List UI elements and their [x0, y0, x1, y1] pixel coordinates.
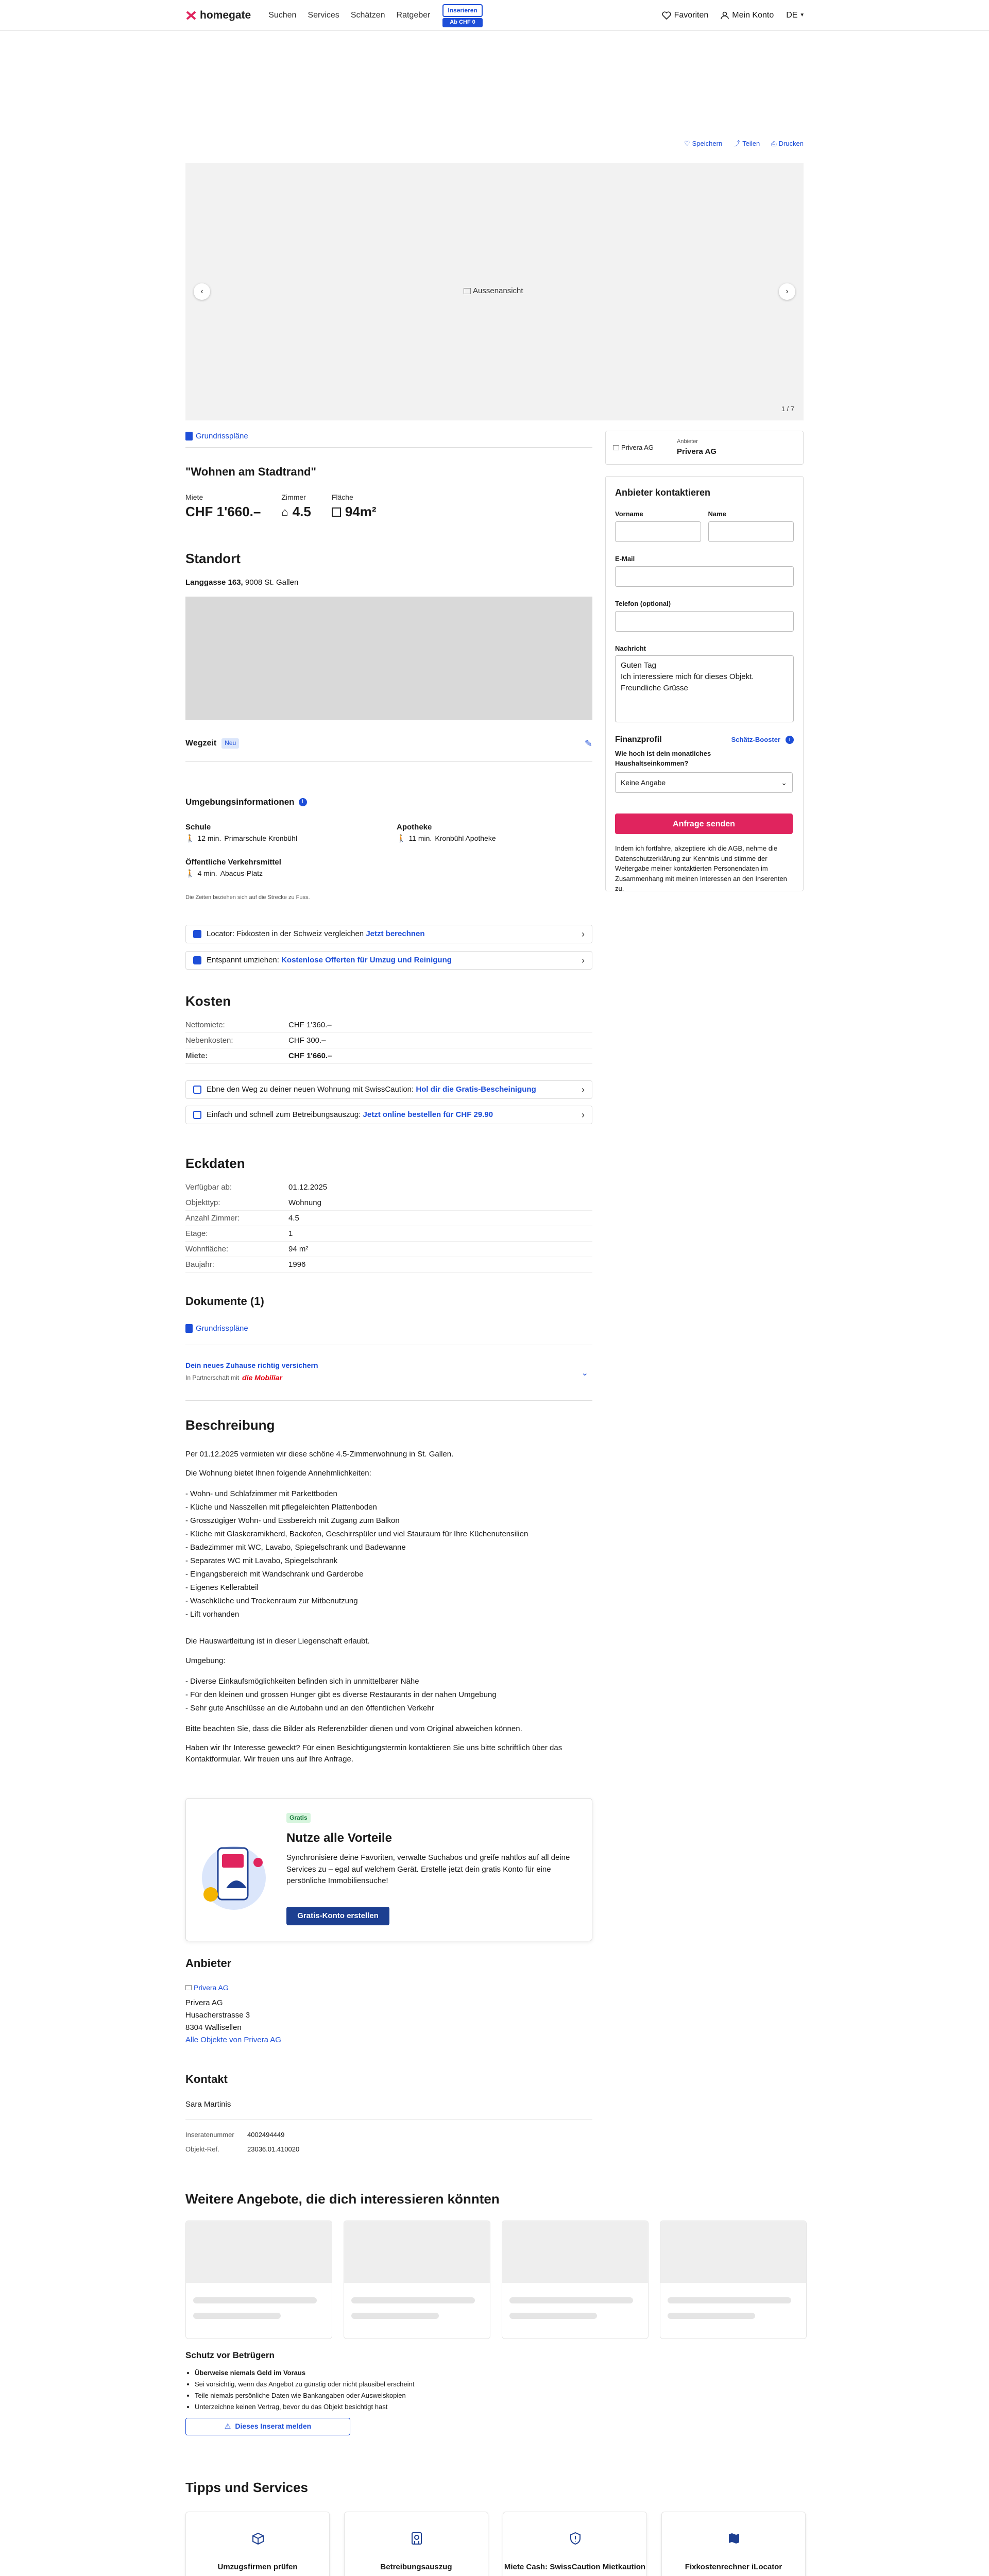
table-row — [185, 1018, 592, 1033]
chevron-left-icon: ‹ — [200, 287, 203, 296]
mobiliar-logo: die Mobiliar — [242, 1374, 282, 1382]
share-button[interactable] — [734, 139, 760, 149]
contact-person: Sara Martinis — [185, 2100, 231, 2109]
surroundings-list — [185, 1675, 592, 1715]
report-listing-button[interactable] — [185, 2418, 350, 2435]
promo-title: Nutze alle Vorteile — [286, 1831, 392, 1845]
divider — [185, 1400, 592, 1401]
tips-cards — [185, 2512, 806, 2576]
chevron-down-icon: ⌄ — [581, 1369, 588, 1378]
nav-schaetzen[interactable]: Schätzen — [350, 11, 385, 20]
all-objects-link[interactable]: Alle Objekte von Privera AG — [185, 2036, 281, 2044]
detail-value: 01.12.2025 — [288, 1182, 328, 1192]
warning-icon: ⚠ — [224, 2422, 231, 2431]
address — [185, 577, 298, 588]
tip-title: Miete Cash: SwissCaution Mietkaution — [504, 2563, 646, 2571]
table-row — [185, 1226, 592, 1242]
school-heading: Schule — [185, 823, 211, 832]
file-icon — [185, 1324, 193, 1333]
floorplan-label: Grundrisspläne — [196, 432, 248, 440]
fraud-section — [185, 2349, 494, 2435]
list-item: - Eingangsbereich mit Wandschrank und Garderobe — [185, 1570, 364, 1579]
area-icon — [332, 507, 341, 517]
tip-card-moving[interactable] — [185, 2512, 330, 2576]
pharmacy-name: Kronbühl Apotheke — [435, 834, 496, 842]
school-block — [185, 822, 381, 843]
skeleton-line — [509, 2313, 597, 2319]
tip-title: Fixkostenrechner iLocator — [685, 2563, 782, 2571]
tip-card-deposit[interactable] — [503, 2512, 647, 2576]
list-item: • Überweise niemals Geld im Voraus — [195, 2367, 494, 2379]
offer-card-placeholder[interactable] — [344, 2221, 490, 2339]
agent-logo — [613, 443, 670, 453]
location-map[interactable] — [185, 597, 592, 720]
pharmacy-heading: Apotheke — [397, 823, 432, 832]
box-icon — [250, 2531, 266, 2546]
broken-image-icon — [185, 1985, 192, 1990]
save-label: Speichern — [692, 140, 723, 147]
tips-heading: Tipps und Services — [185, 2480, 308, 2495]
user-icon — [721, 11, 729, 20]
detail-key: Verfügbar ab: — [185, 1182, 232, 1192]
document-label: Grundrisspläne — [196, 1324, 248, 1333]
fraud-heading: Schutz vor Betrügern — [185, 2350, 275, 2360]
surroundings-heading: Umgebungsinformationen — [185, 797, 295, 807]
description-paragraph: Die Hauswartleitung ist in dieser Liegenschaft erlaubt. — [185, 1637, 370, 1646]
offers-carousel — [185, 2221, 807, 2339]
commute-label: Wegzeit — [185, 739, 217, 748]
estimate-booster-link[interactable]: Schätz-Booster — [731, 735, 780, 743]
rent-fact — [185, 492, 261, 522]
more-offers-heading: Weitere Angebote, die dich interessieren könnten — [185, 2191, 500, 2207]
rooms-label: Zimmer — [281, 493, 306, 501]
share-label: Teilen — [742, 140, 760, 147]
documents-heading: Dokumente (1) — [185, 1295, 264, 1308]
skeleton-line — [509, 2297, 633, 2303]
ref-value: 23036.01.410020 — [247, 2145, 300, 2153]
promo-illustration — [195, 1837, 272, 1914]
email-input[interactable] — [615, 566, 794, 587]
provider-street: Husacherstrasse 3 — [185, 2011, 250, 2020]
phone-input[interactable] — [615, 611, 794, 632]
lastname-input[interactable] — [708, 521, 794, 542]
reference-table — [185, 2128, 299, 2157]
school-time: 12 min. — [197, 834, 221, 842]
list-item: - Wohn- und Schlafzimmer mit Parkettboden — [185, 1489, 337, 1499]
edit-icon[interactable]: ✎ — [584, 738, 592, 749]
cost-key: Nebenkosten: — [185, 1036, 233, 1045]
detail-value: Wohnung — [288, 1198, 321, 1207]
agent-name: Privera AG — [677, 447, 717, 456]
map-icon — [726, 2531, 742, 2546]
moving-icon — [193, 956, 201, 964]
print-icon: ⎙ — [771, 140, 777, 147]
details-heading: Eckdaten — [185, 1156, 245, 1171]
tip-card-locator[interactable] — [661, 2512, 806, 2576]
inserieren-button[interactable] — [442, 4, 482, 27]
area-fact — [332, 492, 377, 522]
nav-services[interactable]: Services — [308, 11, 339, 20]
chevron-down-icon: ⌄ — [781, 778, 787, 787]
swisscaution-text: Ebne den Weg zu deiner neuen Wohnung mit SwissCaution: — [207, 1085, 416, 1094]
promo-badge: Ab CHF 0 — [442, 18, 482, 27]
form-legal-text: Indem ich fortfahre, akzeptiere ich die AGB, nehme die Datenschutzerklärung zur Kenntnis und stimme der Weitergabe meiner kontaktierten Personendaten im Zusammenhang mit meinen Interessen an den Inserenten zu. — [615, 844, 787, 893]
certificate-icon — [409, 2531, 424, 2546]
inserieren-label: Inserieren — [442, 4, 482, 17]
finance-profile-label: Finanzprofil — [615, 735, 662, 744]
homegate-logo[interactable] — [185, 8, 251, 23]
favorites-label: Favoriten — [674, 11, 709, 20]
list-item: • Teile niemals persönliche Daten wie Bankangaben oder Ausweiskopien — [195, 2390, 494, 2401]
pharmacy-time: 11 min. — [408, 834, 432, 842]
address-city: 9008 St. Gallen — [243, 578, 299, 587]
document-icon — [193, 1111, 201, 1119]
insurance-accordion[interactable] — [185, 1360, 592, 1396]
offer-card-placeholder[interactable] — [660, 2221, 807, 2339]
offer-card-placeholder[interactable] — [185, 2221, 332, 2339]
detail-key: Baujahr: — [185, 1260, 214, 1269]
gallery-counter: 1 / 7 — [781, 405, 794, 413]
account-link[interactable] — [721, 9, 774, 21]
list-item: - Eigenes Kellerabteil — [185, 1583, 259, 1592]
skeleton-line — [351, 2297, 475, 2303]
table-row — [185, 1033, 592, 1048]
language-label: DE — [786, 11, 798, 20]
table-row — [185, 1195, 592, 1211]
moving-text: Entspannt umziehen: — [207, 956, 282, 965]
surroundings-heading-row — [185, 796, 307, 809]
chevron-right-icon: › — [582, 928, 585, 939]
submit-inquiry-button[interactable]: Anfrage senden — [615, 814, 793, 834]
provider-logo-alt: Privera AG — [194, 1984, 229, 1992]
offer-image-placeholder — [344, 2221, 490, 2283]
nav-suchen[interactable]: Suchen — [268, 11, 297, 20]
insurance-title: Dein neues Zuhause richtig versichern — [185, 1361, 318, 1369]
detail-key: Wohnfläche: — [185, 1244, 229, 1253]
listing-title: "Wohnen am Stadtrand" — [185, 465, 316, 478]
key-facts — [185, 492, 377, 522]
chevron-right-icon: › — [582, 1084, 585, 1095]
details-table — [185, 1180, 592, 1273]
share-actions — [659, 139, 804, 149]
offer-card-placeholder[interactable] — [502, 2221, 649, 2339]
certificate-icon — [193, 1086, 201, 1094]
insurance-partner-text: In Partnerschaft mit — [185, 1374, 240, 1381]
detail-value: 94 m² — [288, 1244, 309, 1253]
offer-image-placeholder — [660, 2221, 806, 2283]
list-item: - Diverse Einkaufsmöglichkeiten befinden sich in unmittelbarer Nähe — [185, 1676, 419, 1686]
create-account-button[interactable]: Gratis-Konto erstellen — [286, 1907, 389, 1925]
cost-key: Miete: — [185, 1051, 208, 1060]
detail-value: 1 — [288, 1229, 293, 1238]
school-name: Primarschule Kronbühl — [224, 834, 297, 842]
description-section — [185, 1416, 592, 1773]
locator-link[interactable]: Jetzt berechnen — [366, 929, 425, 939]
gallery-prev-button[interactable] — [194, 283, 210, 300]
debt-extract-text: Einfach und schnell zum Betreibungsauszug: — [207, 1110, 363, 1120]
account-label: Mein Konto — [732, 11, 774, 20]
list-item: - Küche mit Glaskeramikherd, Backofen, Geschirrspüler und viel Stauraum für Ihre Küchenutensilien — [185, 1530, 528, 1539]
logo-icon — [185, 10, 197, 21]
offer-image-placeholder — [186, 2221, 332, 2283]
fraud-list — [185, 2367, 494, 2413]
income-selected-value: Keine Angabe — [621, 778, 666, 787]
firstname-label: Vorname — [615, 510, 643, 518]
surroundings-grid — [185, 822, 592, 843]
description-paragraph: Die Wohnung bietet Ihnen folgende Annehmlichkeiten: — [185, 1469, 371, 1478]
transit-block — [185, 857, 281, 878]
rooms-fact — [281, 492, 311, 522]
cost-value: CHF 300.– — [288, 1036, 326, 1045]
share-icon: ⤴ — [734, 140, 741, 147]
chevron-right-icon: › — [582, 955, 585, 965]
walk-icon: 🚶 — [397, 834, 406, 842]
detail-key: Anzahl Zimmer: — [185, 1213, 240, 1223]
list-item: - Badezimmer mit WC, Lavabo, Spiegelschrank und Badewanne — [185, 1543, 406, 1552]
locator-text: Locator: Fixkosten in der Schweiz vergleichen — [207, 929, 366, 939]
list-item: - Waschküche und Trockenraum zur Mitbenutzung — [185, 1597, 358, 1606]
ref-value: 4002494449 — [247, 2131, 285, 2139]
list-item: - Für den kleinen und grossen Hunger gibt es diverse Restaurants in der nahen Umgebung — [185, 1690, 497, 1699]
amenities-list — [185, 1487, 592, 1621]
transit-name: Abacus-Platz — [220, 869, 263, 877]
walk-icon: 🚶 — [185, 834, 195, 842]
provider-name: Privera AG — [185, 1998, 223, 2007]
description-heading: Beschreibung — [185, 1417, 275, 1433]
location-heading: Standort — [185, 551, 241, 566]
gallery-image-alt: Aussenansicht — [473, 286, 523, 295]
detail-value: 4.5 — [288, 1213, 299, 1223]
floorplan-chip[interactable] — [185, 431, 592, 444]
gallery-next-button[interactable] — [779, 283, 795, 300]
skeleton-line — [351, 2313, 439, 2319]
skeleton-line — [668, 2297, 791, 2303]
list-item: - Lift vorhanden — [185, 1610, 240, 1619]
list-item: - Sehr gute Anschlüsse an die Autobahn und an den öffentlichen Verkehr — [185, 1703, 434, 1713]
chevron-right-icon: › — [582, 1109, 585, 1120]
costs-heading: Kosten — [185, 993, 231, 1009]
print-label: Drucken — [778, 140, 804, 147]
cost-key: Nettomiete: — [185, 1020, 225, 1029]
broken-image-icon — [464, 288, 471, 294]
description-paragraph: Per 01.12.2025 vermieten wir diese schöne 4.5-Zimmerwohnung in St. Gallen. — [185, 1449, 454, 1459]
rent-label: Miete — [185, 493, 203, 501]
locator-icon — [193, 930, 201, 938]
language-switch[interactable] — [786, 9, 804, 21]
chevron-down-icon: ▾ — [800, 12, 804, 19]
main-nav — [268, 9, 430, 21]
firstname-input[interactable] — [615, 521, 701, 542]
list-item: • Sei vorsichtig, wenn das Angebot zu günstig oder nicht plausibel erscheint — [195, 2379, 494, 2390]
form-title: Anbieter kontaktieren — [615, 487, 711, 498]
skeleton-line — [193, 2313, 281, 2319]
print-button[interactable] — [771, 139, 804, 149]
detail-key: Etage: — [185, 1229, 208, 1238]
table-row — [185, 1242, 592, 1257]
lastname-label: Name — [708, 510, 726, 518]
new-badge: Neu — [221, 738, 239, 748]
detail-key: Objekttyp: — [185, 1198, 220, 1207]
tip-card-debt-extract[interactable] — [344, 2512, 488, 2576]
list-item: - Separates WC mit Lavabo, Spiegelschrank — [185, 1556, 338, 1566]
address-street: Langgasse 163, — [185, 578, 243, 587]
file-icon — [185, 432, 193, 440]
area-value: 94m² — [345, 504, 377, 520]
house-icon: ⌂ — [281, 505, 288, 519]
chevron-right-icon: › — [786, 287, 789, 296]
logo-text: homegate — [200, 9, 251, 21]
rooms-value: 4.5 — [292, 504, 311, 520]
document-link[interactable] — [185, 1323, 248, 1336]
income-question: Wie hoch ist dein monatliches Haushaltseinkommen? — [615, 749, 711, 767]
moving-link[interactable]: Kostenlose Offerten für Umzug und Reinigung — [281, 956, 452, 965]
ref-key: Inseratenummer — [185, 2131, 234, 2139]
provider-city: 8304 Wallisellen — [185, 2023, 242, 2032]
moving-card[interactable] — [185, 951, 592, 970]
favorites-link[interactable] — [662, 9, 709, 21]
report-listing-label: Dieses Inserat melden — [235, 2422, 312, 2431]
ref-key: Objekt-Ref. — [185, 2145, 219, 2153]
provider-logo[interactable] — [185, 1982, 229, 1993]
message-textarea[interactable]: Guten Tag Ich interessiere mich für dieses Objekt. Freundliche Grüsse — [615, 655, 794, 722]
account-promo-card — [185, 1798, 592, 1941]
gallery-image — [464, 285, 523, 297]
table-row — [185, 1048, 592, 1064]
contact-form — [605, 476, 804, 891]
costs-table — [185, 1018, 592, 1064]
info-icon[interactable]: i — [786, 736, 794, 744]
promo-text: Synchronisiere deine Favoriten, verwalte Suchabos und greife nahtlos auf all deine Services zu – egal auf welchem Gerät. Erstelle jetzt dein gratis Konto für eine persönliche Immobiliensuche! — [286, 1853, 570, 1885]
cost-value: CHF 1'660.– — [288, 1051, 332, 1060]
list-item: - Grosszügiger Wohn- und Essbereich mit Zugang zum Balkon — [185, 1516, 400, 1526]
heart-icon — [662, 11, 671, 20]
broken-image-icon — [613, 445, 619, 450]
table-row — [185, 1180, 592, 1195]
cost-value: CHF 1'360.– — [288, 1020, 332, 1029]
tip-title: Betreibungsauszug — [380, 2563, 452, 2571]
swisscaution-link[interactable]: Hol dir die Gratis-Bescheinigung — [416, 1085, 536, 1094]
info-icon[interactable]: i — [299, 798, 307, 806]
phone-label: Telefon (optional) — [615, 599, 671, 607]
description-paragraph: Haben wir Ihr Interesse geweckt? Für einen Besichtigungstermin kontaktieren Sie uns bitte schriftlich über das Kontaktformular. Wir freuen uns auf Ihre Anfrage. — [185, 1743, 562, 1764]
tip-title: Umzugsfirmen prüfen — [217, 2563, 298, 2571]
save-button[interactable] — [684, 139, 722, 149]
description-paragraph: Umgebung: — [185, 1656, 226, 1665]
table-row — [185, 1211, 592, 1226]
debt-extract-card[interactable] — [185, 1106, 592, 1124]
debt-extract-link[interactable]: Jetzt online bestellen für CHF 29.90 — [363, 1110, 493, 1120]
free-badge: Gratis — [286, 1813, 311, 1823]
area-label: Fläche — [331, 493, 353, 501]
offer-image-placeholder — [502, 2221, 648, 2283]
table-row — [185, 1257, 592, 1273]
income-select[interactable] — [615, 772, 793, 793]
agent-card — [605, 431, 804, 465]
skeleton-line — [668, 2313, 755, 2319]
list-item: • Unterzeichne keinen Vertrag, bevor du das Objekt besichtigt hast — [195, 2401, 494, 2413]
commute-row[interactable] — [185, 737, 592, 750]
contact-heading: Kontakt — [185, 2073, 228, 2086]
email-label: E-Mail — [615, 554, 635, 563]
skeleton-line — [193, 2297, 317, 2303]
walk-icon: 🚶 — [185, 869, 195, 877]
message-label: Nachricht — [615, 644, 646, 652]
agent-logo-alt: Privera AG — [621, 443, 654, 451]
image-gallery[interactable] — [185, 163, 804, 420]
transit-time: 4 min. — [197, 869, 217, 877]
divider — [185, 761, 592, 762]
site-header — [0, 0, 989, 31]
detail-value: 1996 — [288, 1260, 306, 1269]
agent-label: Anbieter — [677, 438, 698, 445]
shield-icon — [568, 2531, 583, 2546]
provider-address — [185, 1997, 281, 2046]
surroundings-note: Die Zeiten beziehen sich auf die Strecke zu Fuss. — [185, 894, 310, 901]
pharmacy-block — [397, 822, 592, 843]
heart-icon: ♡ — [684, 140, 690, 147]
rent-value: CHF 1'660.– — [185, 504, 261, 520]
list-item: - Küche und Nasszellen mit pflegeleichten Plattenboden — [185, 1503, 377, 1512]
description-paragraph: Bitte beachten Sie, dass die Bilder als Referenzbilder dienen und vom Original abweichen können. — [185, 1724, 522, 1733]
divider — [185, 447, 592, 448]
locator-card[interactable] — [185, 925, 592, 943]
transit-heading: Öffentliche Verkehrsmittel — [185, 858, 281, 867]
nav-ratgeber[interactable]: Ratgeber — [396, 11, 431, 20]
swisscaution-card[interactable] — [185, 1080, 592, 1099]
provider-heading: Anbieter — [185, 1957, 232, 1970]
